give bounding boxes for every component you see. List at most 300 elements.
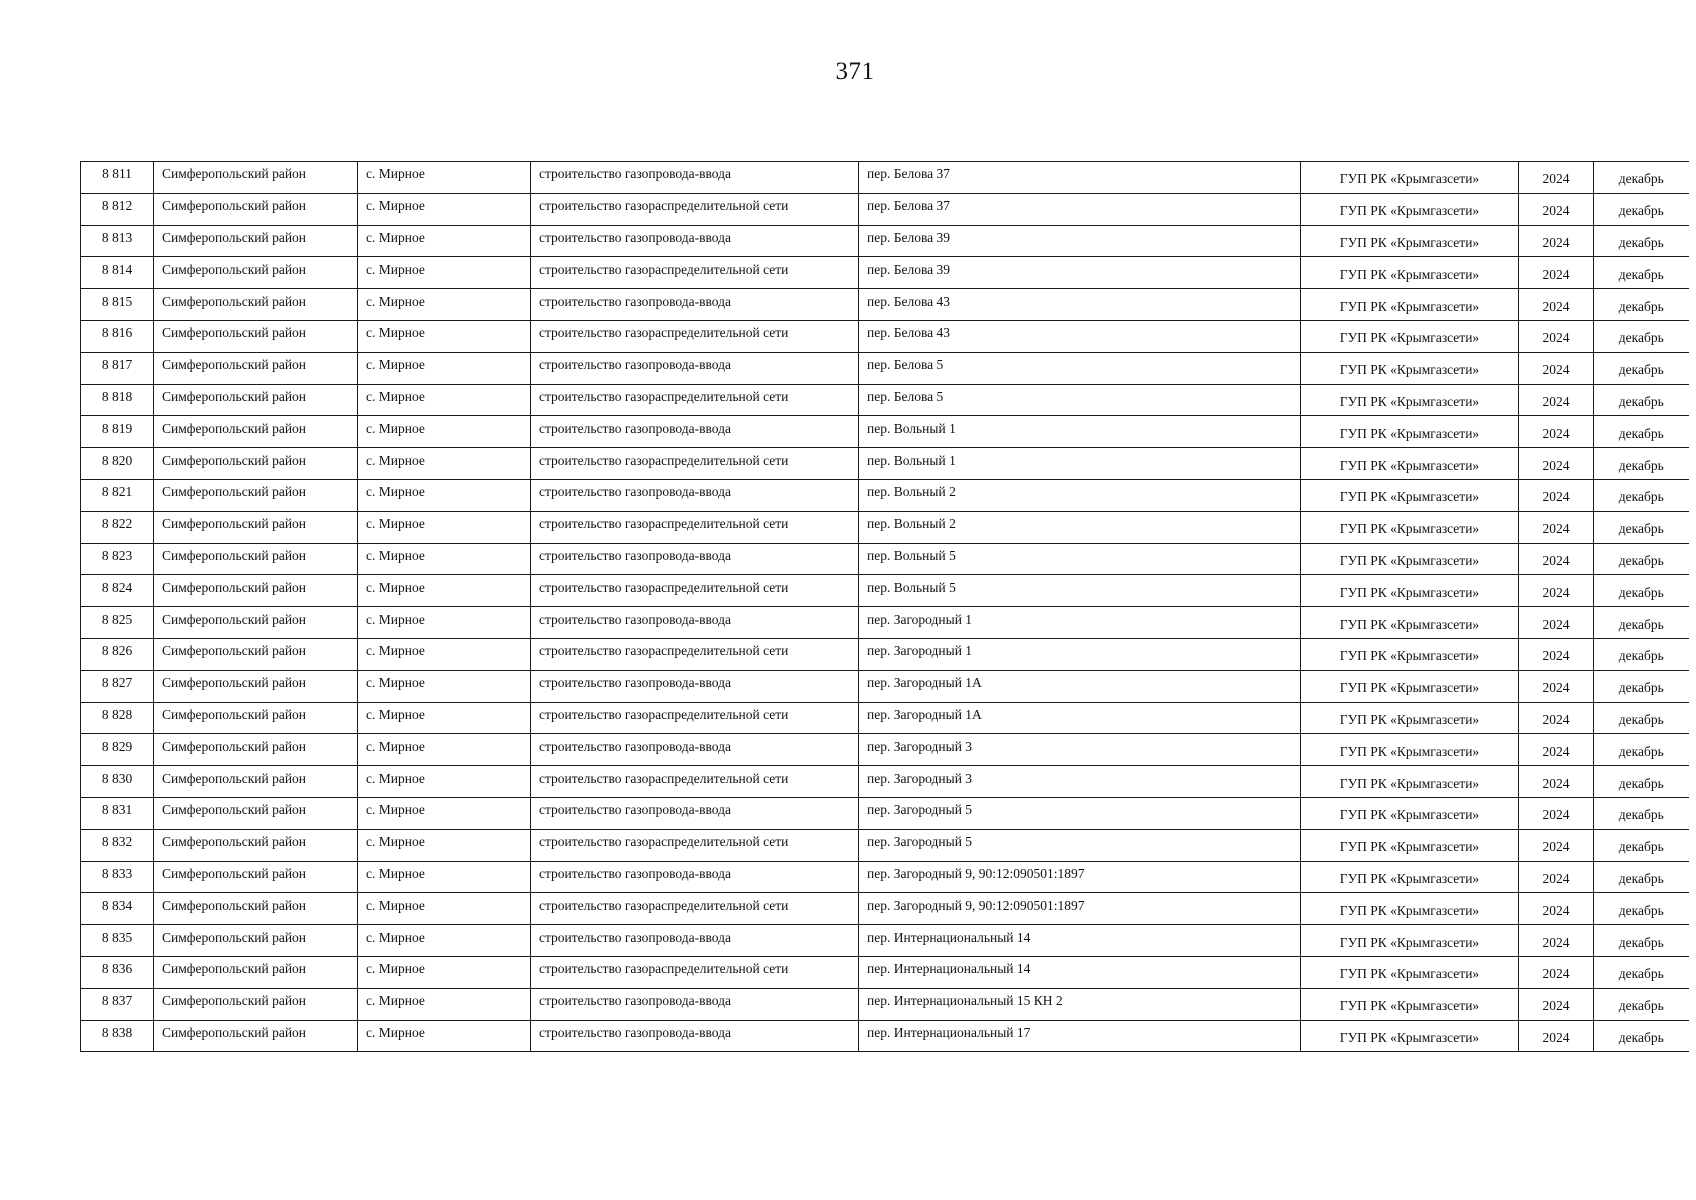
table-row [81, 416, 1689, 448]
year-cell [1519, 766, 1594, 798]
year-cell-text: 2024 [1542, 870, 1570, 886]
settlement-cell [358, 638, 531, 670]
month-cell [1594, 543, 1689, 575]
district-cell [154, 352, 358, 384]
row-number-cell-text: 8 824 [101, 579, 133, 595]
row-number-cell [81, 320, 154, 352]
settlement-cell-text: с. Мирное [366, 706, 425, 722]
organization-cell [1301, 988, 1519, 1020]
table-row [81, 638, 1689, 670]
address-cell [859, 956, 1301, 988]
district-cell-text: Симферопольский район [162, 929, 307, 945]
organization-cell [1301, 257, 1519, 289]
row-number-cell [81, 607, 154, 639]
work-type-cell [531, 448, 859, 480]
organization-cell [1301, 893, 1519, 925]
month-cell-text: декабрь [1618, 1029, 1664, 1045]
table-row [81, 766, 1689, 798]
row-number-cell [81, 670, 154, 702]
settlement-cell [358, 320, 531, 352]
address-cell-text: пер. Вольный 5 [867, 547, 956, 563]
work-type-cell [531, 162, 859, 194]
address-cell [859, 607, 1301, 639]
address-cell [859, 893, 1301, 925]
settlement-cell-text: с. Мирное [366, 547, 425, 563]
work-type-cell-text: строительство газораспределительной сети [539, 706, 789, 722]
organization-cell [1301, 479, 1519, 511]
district-cell-text: Симферопольский район [162, 738, 307, 754]
year-cell-text: 2024 [1542, 998, 1570, 1014]
work-type-cell [531, 829, 859, 861]
address-cell [859, 1020, 1301, 1052]
organization-cell [1301, 956, 1519, 988]
settlement-cell [358, 384, 531, 416]
settlement-cell-text: с. Мирное [366, 611, 425, 627]
settlement-cell-text: с. Мирное [366, 897, 425, 913]
address-cell [859, 479, 1301, 511]
district-cell [154, 670, 358, 702]
settlement-cell [358, 893, 531, 925]
table-row [81, 670, 1689, 702]
work-type-cell [531, 893, 859, 925]
year-cell [1519, 861, 1594, 893]
address-cell-text: пер. Загородный 1 [867, 611, 973, 627]
month-cell-text: декабрь [1618, 711, 1664, 727]
work-type-cell-text: строительство газопровода-ввода [539, 993, 731, 1009]
work-type-cell-text: строительство газопровода-ввода [539, 1024, 731, 1040]
month-cell [1594, 289, 1689, 321]
row-number-cell [81, 448, 154, 480]
month-cell [1594, 257, 1689, 289]
row-number-cell-text: 8 836 [101, 961, 133, 977]
table-row [81, 511, 1689, 543]
work-type-cell [531, 734, 859, 766]
address-cell [859, 193, 1301, 225]
table-row [81, 193, 1689, 225]
district-cell [154, 638, 358, 670]
work-type-cell [531, 797, 859, 829]
year-cell [1519, 257, 1594, 289]
settlement-cell [358, 257, 531, 289]
row-number-cell-text: 8 820 [101, 452, 133, 468]
month-cell-text: декабрь [1618, 298, 1664, 314]
row-number-cell-text: 8 818 [101, 388, 133, 404]
district-cell-text: Симферопольский район [162, 166, 307, 182]
work-type-cell-text: строительство газораспределительной сети [539, 388, 789, 404]
district-cell-text: Симферопольский район [162, 293, 307, 309]
district-cell [154, 988, 358, 1020]
settlement-cell [358, 925, 531, 957]
row-number-cell-text: 8 813 [101, 229, 133, 245]
organization-cell [1301, 797, 1519, 829]
year-cell-text: 2024 [1542, 934, 1570, 950]
settlement-cell [358, 988, 531, 1020]
address-cell [859, 638, 1301, 670]
address-cell-text: пер. Белова 39 [867, 229, 951, 245]
settlement-cell-text: с. Мирное [366, 770, 425, 786]
district-cell [154, 320, 358, 352]
row-number-cell-text: 8 834 [101, 897, 133, 913]
row-number-cell [81, 638, 154, 670]
organization-cell-text: ГУП РК «Крымгазсети» [1339, 966, 1480, 982]
year-cell [1519, 289, 1594, 321]
organization-cell-text: ГУП РК «Крымгазсети» [1339, 457, 1480, 473]
year-cell-text: 2024 [1542, 807, 1570, 823]
work-type-cell-text: строительство газопровода-ввода [539, 420, 731, 436]
district-cell [154, 861, 358, 893]
row-number-cell-text: 8 827 [101, 675, 133, 691]
organization-cell-text: ГУП РК «Крымгазсети» [1339, 998, 1480, 1014]
table-row [81, 893, 1689, 925]
address-cell [859, 289, 1301, 321]
district-cell-text: Симферопольский район [162, 420, 307, 436]
address-cell [859, 829, 1301, 861]
district-cell [154, 479, 358, 511]
settlement-cell-text: с. Мирное [366, 229, 425, 245]
organization-cell-text: ГУП РК «Крымгазсети» [1339, 171, 1480, 187]
address-cell-text: пер. Загородный 5 [867, 834, 973, 850]
year-cell [1519, 734, 1594, 766]
settlement-cell-text: с. Мирное [366, 516, 425, 532]
year-cell-text: 2024 [1542, 489, 1570, 505]
table-row [81, 162, 1689, 194]
year-cell [1519, 638, 1594, 670]
month-cell-text: декабрь [1618, 902, 1664, 918]
settlement-cell-text: с. Мирное [366, 198, 425, 214]
row-number-cell [81, 797, 154, 829]
work-type-cell [531, 320, 859, 352]
work-type-cell [531, 352, 859, 384]
table-row [81, 734, 1689, 766]
row-number-cell-text: 8 825 [101, 611, 133, 627]
district-cell-text: Симферопольский район [162, 452, 307, 468]
settlement-cell [358, 1020, 531, 1052]
organization-cell [1301, 448, 1519, 480]
work-type-cell [531, 766, 859, 798]
work-type-cell-text: строительство газопровода-ввода [539, 547, 731, 563]
month-cell-text: декабрь [1618, 616, 1664, 632]
address-cell [859, 416, 1301, 448]
row-number-cell-text: 8 832 [101, 834, 133, 850]
table-row [81, 384, 1689, 416]
row-number-cell-text: 8 829 [101, 738, 133, 754]
district-cell-text: Симферопольский район [162, 611, 307, 627]
district-cell [154, 797, 358, 829]
year-cell-text: 2024 [1542, 393, 1570, 409]
organization-cell [1301, 766, 1519, 798]
address-cell-text: пер. Загородный 1 [867, 643, 973, 659]
month-cell [1594, 384, 1689, 416]
row-number-cell [81, 829, 154, 861]
year-cell [1519, 384, 1594, 416]
work-type-cell [531, 193, 859, 225]
organization-cell-text: ГУП РК «Крымгазсети» [1339, 934, 1480, 950]
row-number-cell [81, 734, 154, 766]
settlement-cell [358, 162, 531, 194]
month-cell [1594, 448, 1689, 480]
district-cell-text: Симферопольский район [162, 834, 307, 850]
district-cell-text: Симферопольский район [162, 516, 307, 532]
organization-cell-text: ГУП РК «Крымгазсети» [1339, 870, 1480, 886]
work-type-cell-text: строительство газораспределительной сети [539, 643, 789, 659]
row-number-cell [81, 893, 154, 925]
year-cell [1519, 320, 1594, 352]
work-type-cell-text: строительство газопровода-ввода [539, 229, 731, 245]
settlement-cell [358, 416, 531, 448]
address-cell-text: пер. Белова 37 [867, 166, 951, 182]
settlement-cell [358, 448, 531, 480]
address-cell [859, 352, 1301, 384]
table-row [81, 352, 1689, 384]
organization-cell-text: ГУП РК «Крымгазсети» [1339, 552, 1480, 568]
organization-cell-text: ГУП РК «Крымгазсети» [1339, 266, 1480, 282]
work-type-cell [531, 702, 859, 734]
address-cell [859, 670, 1301, 702]
settlement-cell-text: с. Мирное [366, 834, 425, 850]
address-cell [859, 225, 1301, 257]
address-cell-text: пер. Загородный 1А [867, 706, 982, 722]
organization-cell [1301, 193, 1519, 225]
settlement-cell [358, 225, 531, 257]
work-type-cell-text: строительство газораспределительной сети [539, 198, 789, 214]
row-number-cell-text: 8 838 [101, 1024, 133, 1040]
district-cell [154, 925, 358, 957]
settlement-cell-text: с. Мирное [366, 579, 425, 595]
address-cell-text: пер. Вольный 5 [867, 579, 956, 595]
settlement-cell [358, 670, 531, 702]
year-cell-text: 2024 [1542, 330, 1570, 346]
month-cell-text: декабрь [1618, 998, 1664, 1014]
year-cell-text: 2024 [1542, 171, 1570, 187]
year-cell-text: 2024 [1542, 552, 1570, 568]
district-cell [154, 257, 358, 289]
work-type-cell-text: строительство газопровода-ввода [539, 802, 731, 818]
district-cell [154, 384, 358, 416]
month-cell [1594, 734, 1689, 766]
month-cell [1594, 766, 1689, 798]
district-cell [154, 225, 358, 257]
year-cell-text: 2024 [1542, 362, 1570, 378]
address-cell-text: пер. Интернациональный 14 [867, 961, 1031, 977]
district-cell [154, 607, 358, 639]
organization-cell-text: ГУП РК «Крымгазсети» [1339, 711, 1480, 727]
year-cell [1519, 607, 1594, 639]
year-cell [1519, 575, 1594, 607]
district-cell-text: Симферопольский район [162, 706, 307, 722]
work-type-cell-text: строительство газопровода-ввода [539, 357, 731, 373]
settlement-cell [358, 829, 531, 861]
organization-cell [1301, 416, 1519, 448]
row-number-cell [81, 1020, 154, 1052]
settlement-cell [358, 734, 531, 766]
month-cell [1594, 320, 1689, 352]
settlement-cell [358, 797, 531, 829]
work-type-cell [531, 479, 859, 511]
address-cell-text: пер. Белова 5 [867, 388, 944, 404]
year-cell-text: 2024 [1542, 521, 1570, 537]
organization-cell-text: ГУП РК «Крымгазсети» [1339, 234, 1480, 250]
organization-cell-text: ГУП РК «Крымгазсети» [1339, 584, 1480, 600]
year-cell-text: 2024 [1542, 584, 1570, 600]
address-cell-text: пер. Белова 43 [867, 293, 951, 309]
row-number-cell-text: 8 819 [101, 420, 133, 436]
month-cell [1594, 670, 1689, 702]
address-cell [859, 766, 1301, 798]
month-cell-text: декабрь [1618, 807, 1664, 823]
district-cell [154, 734, 358, 766]
settlement-cell [358, 289, 531, 321]
organization-cell [1301, 352, 1519, 384]
table-row [81, 575, 1689, 607]
table-row [81, 925, 1689, 957]
row-number-cell-text: 8 823 [101, 547, 133, 563]
organization-cell [1301, 607, 1519, 639]
district-cell-text: Симферопольский район [162, 261, 307, 277]
row-number-cell-text: 8 826 [101, 643, 133, 659]
district-cell [154, 193, 358, 225]
month-cell-text: декабрь [1618, 521, 1664, 537]
row-number-cell-text: 8 831 [101, 802, 133, 818]
month-cell [1594, 511, 1689, 543]
work-type-cell [531, 225, 859, 257]
work-type-cell-text: строительство газопровода-ввода [539, 865, 731, 881]
table-row [81, 225, 1689, 257]
month-cell [1594, 575, 1689, 607]
month-cell [1594, 479, 1689, 511]
organization-cell-text: ГУП РК «Крымгазсети» [1339, 648, 1480, 664]
organization-cell-text: ГУП РК «Крымгазсети» [1339, 743, 1480, 759]
organization-cell [1301, 225, 1519, 257]
organization-cell [1301, 511, 1519, 543]
address-cell [859, 925, 1301, 957]
address-cell [859, 702, 1301, 734]
organization-cell [1301, 543, 1519, 575]
address-cell-text: пер. Белова 37 [867, 198, 951, 214]
work-type-cell-text: строительство газопровода-ввода [539, 611, 731, 627]
organization-cell-text: ГУП РК «Крымгазсети» [1339, 839, 1480, 855]
address-cell-text: пер. Загородный 3 [867, 738, 973, 754]
month-cell [1594, 352, 1689, 384]
settlement-cell-text: с. Мирное [366, 802, 425, 818]
work-type-cell [531, 289, 859, 321]
work-type-cell-text: строительство газораспределительной сети [539, 834, 789, 850]
settlement-cell-text: с. Мирное [366, 261, 425, 277]
year-cell-text: 2024 [1542, 425, 1570, 441]
address-cell-text: пер. Интернациональный 14 [867, 929, 1031, 945]
organization-cell-text: ГУП РК «Крымгазсети» [1339, 1029, 1480, 1045]
district-cell [154, 956, 358, 988]
row-number-cell-text: 8 815 [101, 293, 133, 309]
row-number-cell [81, 289, 154, 321]
month-cell [1594, 607, 1689, 639]
month-cell [1594, 638, 1689, 670]
month-cell-text: декабрь [1618, 203, 1664, 219]
address-cell-text: пер. Белова 5 [867, 357, 944, 373]
work-type-cell [531, 384, 859, 416]
registry-table-body [81, 162, 1689, 1052]
month-cell [1594, 893, 1689, 925]
district-cell-text: Симферопольский район [162, 547, 307, 563]
settlement-cell [358, 352, 531, 384]
settlement-cell-text: с. Мирное [366, 993, 425, 1009]
address-cell [859, 511, 1301, 543]
address-cell [859, 575, 1301, 607]
table-row [81, 988, 1689, 1020]
organization-cell [1301, 925, 1519, 957]
year-cell [1519, 448, 1594, 480]
work-type-cell [531, 257, 859, 289]
settlement-cell [358, 702, 531, 734]
organization-cell [1301, 861, 1519, 893]
district-cell [154, 162, 358, 194]
year-cell-text: 2024 [1542, 711, 1570, 727]
work-type-cell [531, 607, 859, 639]
row-number-cell [81, 193, 154, 225]
work-type-cell-text: строительство газораспределительной сети [539, 961, 789, 977]
settlement-cell [358, 607, 531, 639]
month-cell-text: декабрь [1618, 234, 1664, 250]
row-number-cell [81, 416, 154, 448]
settlement-cell-text: с. Мирное [366, 325, 425, 341]
organization-cell [1301, 384, 1519, 416]
year-cell-text: 2024 [1542, 298, 1570, 314]
work-type-cell-text: строительство газораспределительной сети [539, 579, 789, 595]
address-cell [859, 734, 1301, 766]
registry-table [80, 161, 1689, 1052]
work-type-cell [531, 670, 859, 702]
organization-cell-text: ГУП РК «Крымгазсети» [1339, 521, 1480, 537]
district-cell-text: Симферопольский район [162, 198, 307, 214]
row-number-cell [81, 352, 154, 384]
year-cell [1519, 797, 1594, 829]
work-type-cell-text: строительство газораспределительной сети [539, 897, 789, 913]
table-row [81, 543, 1689, 575]
work-type-cell-text: строительство газораспределительной сети [539, 770, 789, 786]
organization-cell [1301, 575, 1519, 607]
organization-cell [1301, 829, 1519, 861]
month-cell [1594, 193, 1689, 225]
work-type-cell-text: строительство газопровода-ввода [539, 166, 731, 182]
month-cell [1594, 416, 1689, 448]
organization-cell [1301, 320, 1519, 352]
work-type-cell-text: строительство газопровода-ввода [539, 929, 731, 945]
work-type-cell [531, 416, 859, 448]
month-cell-text: декабрь [1618, 266, 1664, 282]
row-number-cell [81, 543, 154, 575]
address-cell-text: пер. Интернациональный 15 КН 2 [867, 993, 1063, 1009]
row-number-cell-text: 8 833 [101, 865, 133, 881]
month-cell-text: декабрь [1618, 966, 1664, 982]
month-cell [1594, 225, 1689, 257]
settlement-cell [358, 766, 531, 798]
year-cell-text: 2024 [1542, 902, 1570, 918]
year-cell [1519, 352, 1594, 384]
district-cell [154, 829, 358, 861]
address-cell [859, 861, 1301, 893]
table-row [81, 257, 1689, 289]
table-row [81, 1020, 1689, 1052]
organization-cell [1301, 289, 1519, 321]
address-cell [859, 988, 1301, 1020]
table-row [81, 797, 1689, 829]
year-cell-text: 2024 [1542, 616, 1570, 632]
row-number-cell-text: 8 822 [101, 516, 133, 532]
year-cell [1519, 511, 1594, 543]
settlement-cell-text: с. Мирное [366, 452, 425, 468]
month-cell [1594, 956, 1689, 988]
row-number-cell [81, 861, 154, 893]
district-cell-text: Симферопольский район [162, 897, 307, 913]
